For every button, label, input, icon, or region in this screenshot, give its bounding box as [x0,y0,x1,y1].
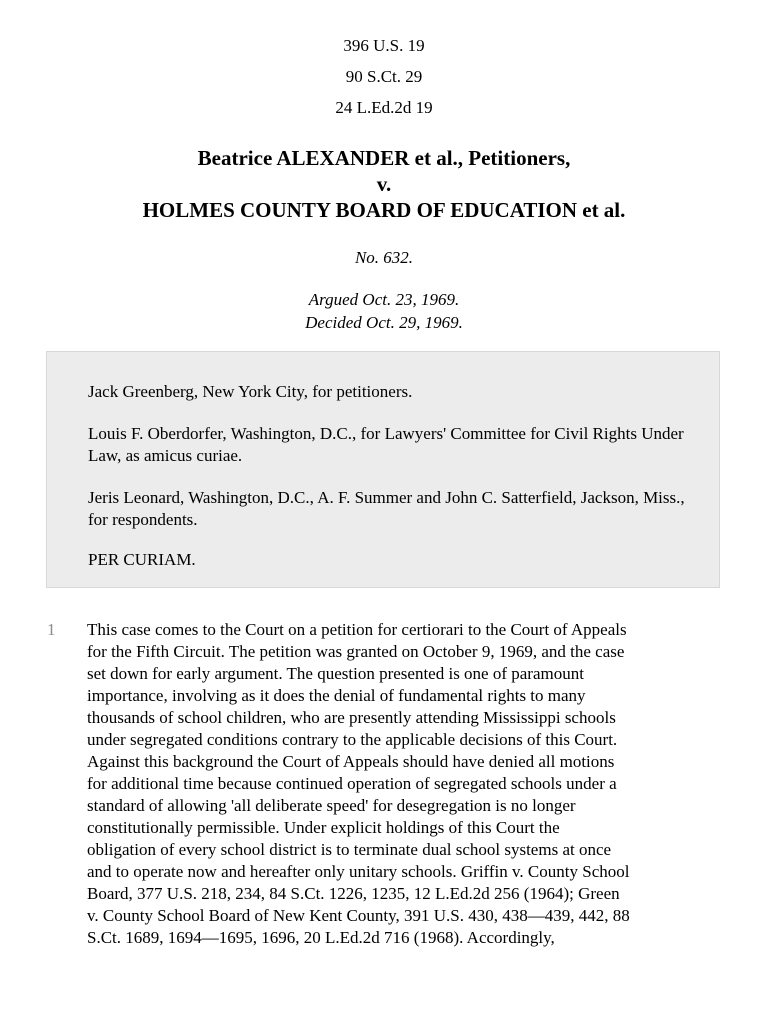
opinion-line: constitutionally permissible. Under explicit holdings of this Court the [87,818,560,837]
opinion-line: and to operate now and hereafter only unitary schools. Griffin v. County School [87,862,630,881]
opinion-line: S.Ct. 1689, 1694—1695, 1696, 20 L.Ed.2d 716 (1968). Accordingly, [87,928,555,947]
counsel-petitioners: Jack Greenberg, New York City, for petitioners. [88,382,413,401]
citation-sct: 90 S.Ct. 29 [345,67,423,86]
argued-date: Argued Oct. 23, 1969. [308,290,460,309]
opinion-line: standard of allowing 'all deliberate speed' for desegregation is no longer [87,796,576,815]
opinion-line: thousands of school children, who are presently attending Mississippi schools [87,708,616,727]
caption-petitioners: Beatrice ALEXANDER et al., Petitioners, [197,146,571,170]
caption-versus: v. [376,172,392,196]
docket-number: No. 632. [354,248,414,267]
opinion-line: Against this background the Court of Appeals should have denied all motions [87,752,615,771]
opinion-line: for the Fifth Circuit. The petition was granted on October 9, 1969, and the case [87,642,625,661]
per-curiam: PER CURIAM. [88,550,196,569]
opinion-line: obligation of every school district is to terminate dual school systems at once [87,840,612,859]
counsel-amicus: Louis F. Oberdorfer, Washington, D.C., for Lawyers' Committee for Civil Rights Under Law, as amicus curiae. [88,424,684,465]
opinion-line: Board, 377 U.S. 218, 234, 84 S.Ct. 1226, 1235, 12 L.Ed.2d 256 (1964); Green [87,884,620,903]
paragraph-number: 1 [47,620,56,639]
opinion-line: v. County School Board of New Kent County, 391 U.S. 430, 438—439, 442, 88 [87,906,630,925]
counsel-respondents: Jeris Leonard, Washington, D.C., A. F. Summer and John C. Satterfield, Jackson, Miss., for respondents. [88,488,685,529]
opinion-paragraph [87,619,727,949]
opinion-line: set down for early argument. The question presented is one of paramount [87,664,584,683]
citation-us: 396 U.S. 19 [343,36,425,55]
opinion-line: for additional time because continued operation of segregated schools under a [87,774,617,793]
decided-date: Decided Oct. 29, 1969. [305,313,463,332]
opinion-line: This case comes to the Court on a petition for certiorari to the Court of Appeals [87,620,627,639]
caption-respondents: HOLMES COUNTY BOARD OF EDUCATION et al. [142,198,626,222]
citation-led: 24 L.Ed.2d 19 [335,98,433,117]
counsel-box [46,351,720,588]
opinion-line: importance, involving as it does the denial of fundamental rights to many [87,686,586,705]
opinion-line: under segregated conditions contrary to the applicable decisions of this Court. [87,730,618,749]
